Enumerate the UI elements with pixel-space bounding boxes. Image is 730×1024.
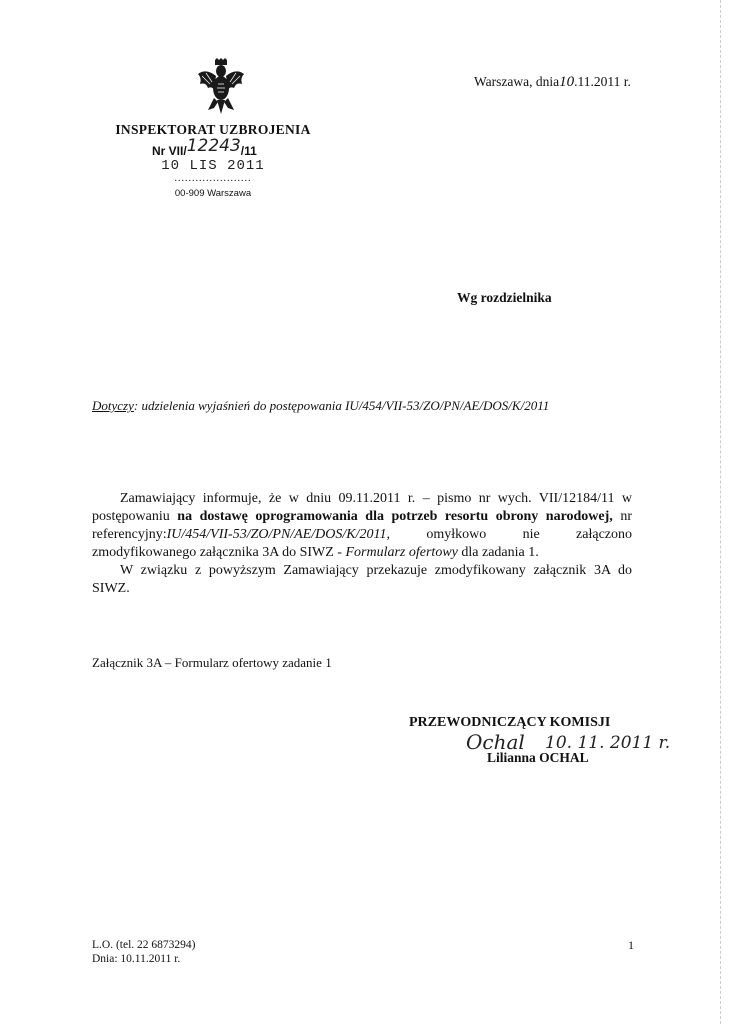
page-number: 1 [628, 938, 634, 952]
body-text-part: Zamawiający informuje, że w dniu 09.11.2011 r. – pismo nr wych. VII/12184/11 w postępowaniu [92, 491, 632, 524]
city-prefix: Warszawa, dnia [474, 74, 560, 89]
body-text-part: dla zadania 1. [457, 545, 539, 560]
handwritten-signature: Ochal [466, 730, 525, 754]
polish-eagle-emblem-icon [196, 58, 246, 116]
body-paragraph-2: W związku z powyższym Zamawiający przekazuje zmodyfikowany załącznik 3A do SIWZ. [92, 563, 632, 596]
signatory-title: PRZEWODNICZĄCY KOMISJI [409, 715, 611, 730]
subject-line [92, 398, 549, 414]
body-paragraph-1 [92, 490, 632, 562]
footer-line-2: Dnia: 10.11.2011 r. [92, 953, 181, 965]
signatory-name: Lilianna OCHAL [487, 750, 589, 765]
handwritten-signature-date: 10. 11. 2011 r. [545, 733, 671, 753]
stamp-date: 10 LIS 2011 [161, 158, 265, 174]
reference-prefix: Nr VII/ [152, 144, 187, 158]
attachment-note: Załącznik 3A – Formularz ofertowy zadanie 1 [92, 655, 332, 670]
postal-address: 00-909 Warszawa [174, 188, 252, 199]
dotted-line: ...................... [174, 173, 252, 184]
recipient: Wg rozdzielnika [457, 290, 552, 305]
place-and-date [474, 74, 631, 91]
institution-name: INSPEKTORAT UZBROJENIA [115, 122, 311, 137]
reference-number [152, 136, 257, 160]
reference-italic: IU/454/VII-53/ZO/PN/AE/DOS/K/2011, [166, 527, 390, 542]
page-edge [719, 0, 721, 1024]
reference-handwritten-number: 12243 [186, 136, 241, 156]
handwritten-day: 10 [559, 74, 575, 90]
form-name-italic: Formularz ofertowy [345, 545, 458, 560]
subject-label: Dotyczy [92, 398, 134, 413]
subject-text: : udzielenia wyjaśnień do postępowania IU/454/VII-53/ZO/PN/AE/DOS/K/2011 [133, 398, 550, 413]
body-text-part: nr referencyjny: [92, 509, 633, 542]
body-bold-text: na dostawę oprogramowania dla potrzeb resortu obrony narodowej, [177, 509, 613, 524]
body-text-part: omyłkowo nie załączono zmodyfikowanego załącznika 3A do SIWZ - [92, 527, 632, 560]
reference-suffix: /11 [240, 144, 257, 158]
letter-body [92, 490, 632, 598]
footer-line-1: L.O. (tel. 22 6873294) [92, 939, 196, 951]
city-date-rest: .11.2011 r. [574, 74, 631, 89]
footer-info [92, 938, 195, 966]
